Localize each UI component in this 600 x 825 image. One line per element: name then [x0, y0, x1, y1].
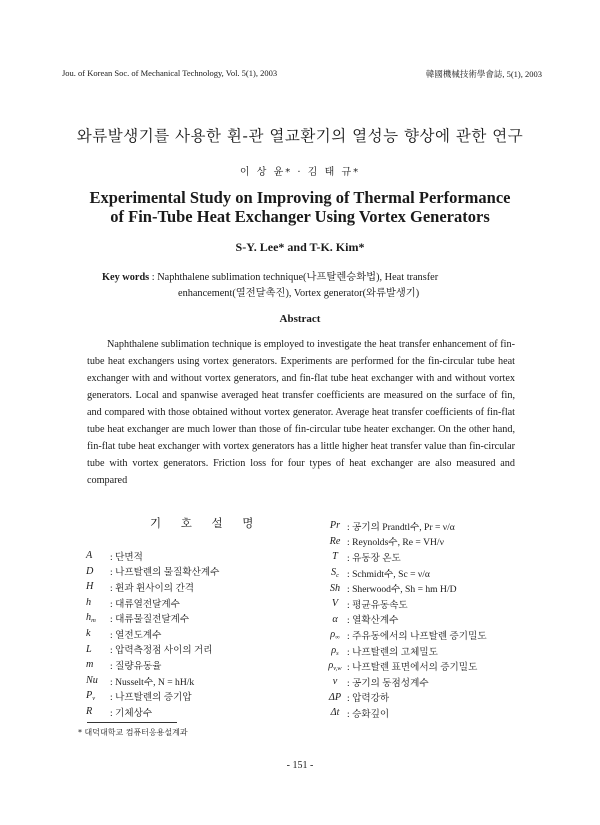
symbol-base: Pr	[329, 520, 341, 532]
nomenclature-entry	[323, 705, 543, 721]
symbol-base: ρ	[330, 628, 336, 640]
nomenclature-symbol	[86, 706, 110, 717]
nomenclature-symbol	[323, 660, 347, 672]
nomenclature-entry	[323, 627, 543, 643]
title-english-line-2: of Fin-Tube Heat Exchanger Using Vortex Generators	[110, 207, 490, 226]
nomenclature-entry	[323, 549, 543, 565]
symbol-subscript: v	[92, 695, 96, 703]
nomenclature-entry	[323, 643, 543, 659]
symbol-base: L	[86, 643, 92, 655]
symbol-base: D	[86, 565, 94, 577]
nomenclature-entry	[323, 658, 543, 674]
nomenclature-entry	[323, 690, 543, 706]
nomenclature-symbol	[86, 690, 110, 702]
authors-english: S-Y. Lee* and T-K. Kim*	[235, 240, 365, 254]
nomenclature-symbol	[323, 692, 347, 703]
nomenclature-description: : Schmidt수, Sc = ν/α	[347, 568, 430, 580]
keywords-text-2: enhancement(열전달촉진), Vortex generator(와류발생기)	[178, 288, 420, 299]
nomenclature-description: : 열전도계수	[110, 629, 162, 641]
nomenclature-description: : 나프탈렌의 증기압	[110, 692, 192, 704]
nomenclature-description: : 나프탈렌의 고체밀도	[347, 646, 438, 658]
nomenclature-description: : 열확산계수	[347, 615, 399, 627]
title-english-line-1: Experimental Study on Improving of Thermal Performance	[89, 188, 511, 207]
symbol-base: h	[86, 612, 92, 624]
keywords-text-1: : Naphthalene sublimation technique(나프탈렌승화법), Heat transfer	[151, 272, 439, 283]
nomenclature-symbol	[323, 676, 347, 687]
nomenclature-list-right	[323, 518, 543, 721]
nomenclature-list-left	[86, 548, 286, 720]
symbol-subscript: s	[336, 649, 339, 657]
nomenclature-entry	[323, 580, 543, 596]
nomenclature-description: : Reynolds수, Re = VH/ν	[347, 537, 444, 549]
nomenclature-entry	[86, 704, 286, 720]
nomenclature-description: : 단면적	[110, 551, 143, 563]
symbol-subscript: c	[336, 571, 339, 579]
nomenclature-description: : 주유동에서의 나프탈렌 증기밀도	[347, 630, 487, 642]
nomenclature-description: : Sherwood수, Sh = hm H/D	[347, 584, 457, 596]
nomenclature-symbol	[86, 597, 110, 608]
nomenclature-symbol	[86, 628, 110, 639]
nomenclature-entry	[323, 674, 543, 690]
symbol-base: ρ	[331, 644, 337, 656]
keywords-block	[102, 270, 522, 302]
nomenclature-symbol	[86, 612, 110, 624]
journal-citation-kr: 韓國機械技術學會誌, 5(1), 2003	[425, 69, 542, 79]
symbol-base: V	[331, 598, 339, 610]
symbol-base: h	[86, 597, 92, 609]
symbol-subscript: v,w	[333, 665, 342, 673]
nomenclature-entry	[86, 688, 286, 704]
nomenclature-entry	[323, 565, 543, 581]
nomenclature-description: : Nusselt수, N = hH/k	[110, 676, 195, 688]
nomenclature-entry	[86, 548, 286, 564]
nomenclature-description: : 유동장 온도	[347, 552, 401, 564]
nomenclature-symbol	[323, 645, 347, 657]
abstract-paragraph: Naphthalene sublimation technique is employed to investigate the heat transfer enhancement of fin-tube heat exchangers using vortex generators. Experiments are performed for the fin-circular tube heat exchanger with and without vortex generators, and fin-flat tube heat exchanger with and without vortex generators. Local and spanwise averaged heat transfer coefficients are measured on the surface of fin, and compared with those obtained without vortex generator. Average heat transfer coefficients of fin-flat tube heat exchanger are much lower than those of fin-circular tube heater exchanger. On the other hand, fin-flat tube heat exchanger with vortex generators has a little higher heat transfer value than fin-circular tube with vortex generators. Friction loss for four types of heat exchanger are also measured and compared	[87, 339, 515, 486]
nomenclature-description: : 기체상수	[110, 707, 153, 719]
nomenclature-description: : 평균유동속도	[347, 599, 408, 611]
symbol-base: S	[331, 566, 337, 578]
symbol-base: ρ	[328, 660, 334, 672]
nomenclature-description: : 대류물질전달계수	[110, 614, 190, 626]
symbol-base: Sh	[329, 582, 341, 594]
symbol-base: T	[332, 551, 338, 563]
nomenclature-entry	[323, 534, 543, 550]
running-header	[62, 68, 542, 80]
symbol-base: H	[86, 581, 94, 593]
nomenclature-symbol	[323, 583, 347, 594]
nomenclature-symbol	[323, 707, 347, 718]
symbol-base: P	[86, 690, 93, 702]
title-korean: 와류발생기를 사용한 휜-관 열교환기의 열성능 향상에 관한 연구	[76, 127, 524, 145]
symbol-base: ν	[332, 676, 338, 688]
nomenclature-symbol	[323, 598, 347, 609]
nomenclature-symbol	[323, 629, 347, 641]
nomenclature-entry	[86, 626, 286, 642]
authors-korean: 이 상 윤* · 김 태 규*	[239, 167, 361, 178]
symbol-base: Δt	[330, 707, 340, 719]
symbol-base: k	[86, 628, 91, 640]
nomenclature-entry	[86, 657, 286, 673]
keywords-label: Key words	[102, 272, 150, 283]
nomenclature-symbol	[323, 551, 347, 562]
nomenclature-description: : 압력측정점 사이의 거리	[110, 645, 213, 657]
nomenclature-symbol	[86, 675, 110, 686]
nomenclature-entry	[323, 518, 543, 534]
nomenclature-entry	[86, 595, 286, 611]
nomenclature-description: : 휜과 휜사이의 간격	[110, 582, 195, 594]
nomenclature-description: : 나프탈렌 표면에서의 증기밀도	[347, 662, 478, 674]
nomenclature-symbol	[86, 644, 110, 655]
symbol-base: m	[86, 659, 94, 671]
nomenclature-description: : 압력강하	[347, 693, 390, 705]
nomenclature-entry	[86, 610, 286, 626]
nomenclature-symbol	[323, 520, 347, 531]
nomenclature-entry	[86, 673, 286, 689]
nomenclature-symbol	[323, 614, 347, 625]
symbol-base: Nu	[86, 675, 98, 687]
symbol-base: ΔP	[328, 691, 342, 703]
nomenclature-symbol	[86, 659, 110, 670]
page-number: - 151 -	[286, 760, 314, 771]
abstract-heading: Abstract	[279, 313, 321, 325]
title-english	[0, 188, 600, 226]
nomenclature-entry	[86, 642, 286, 658]
symbol-subscript: m	[91, 617, 96, 625]
nomenclature-description: : 공기의 동점성계수	[347, 677, 429, 689]
nomenclature-description: : 공기의 Prandtl수, Pr = ν/α	[347, 521, 455, 533]
author-affiliation-footnote: * 대덕대학교 컴퓨터응용설계과	[78, 728, 188, 737]
nomenclature-description: : 대류열전달계수	[110, 598, 180, 610]
keywords-line-1	[102, 270, 522, 286]
nomenclature-symbol	[86, 550, 110, 561]
journal-citation-en: Jou. of Korean Soc. of Mechanical Technology, Vol. 5(1), 2003	[62, 68, 278, 78]
nomenclature-description: : 나프탈렌의 물질확산계수	[110, 567, 220, 579]
nomenclature-description: : 승화깊이	[347, 708, 390, 720]
nomenclature-heading: 기 호 설 명	[150, 516, 262, 530]
symbol-subscript: ∞	[335, 633, 340, 641]
symbol-base: α	[332, 613, 338, 625]
nomenclature-symbol	[323, 536, 347, 547]
nomenclature-symbol	[86, 566, 110, 577]
symbol-base: Re	[329, 535, 341, 547]
symbol-base: A	[86, 550, 93, 562]
nomenclature-entry	[86, 579, 286, 595]
symbol-base: R	[86, 706, 93, 718]
nomenclature-symbol	[323, 567, 347, 579]
nomenclature-entry	[323, 596, 543, 612]
nomenclature-description: : 질량유동율	[110, 660, 162, 672]
nomenclature-entry	[86, 564, 286, 580]
nomenclature-entry	[323, 612, 543, 628]
footnote-divider	[87, 722, 177, 723]
nomenclature-symbol	[86, 581, 110, 592]
